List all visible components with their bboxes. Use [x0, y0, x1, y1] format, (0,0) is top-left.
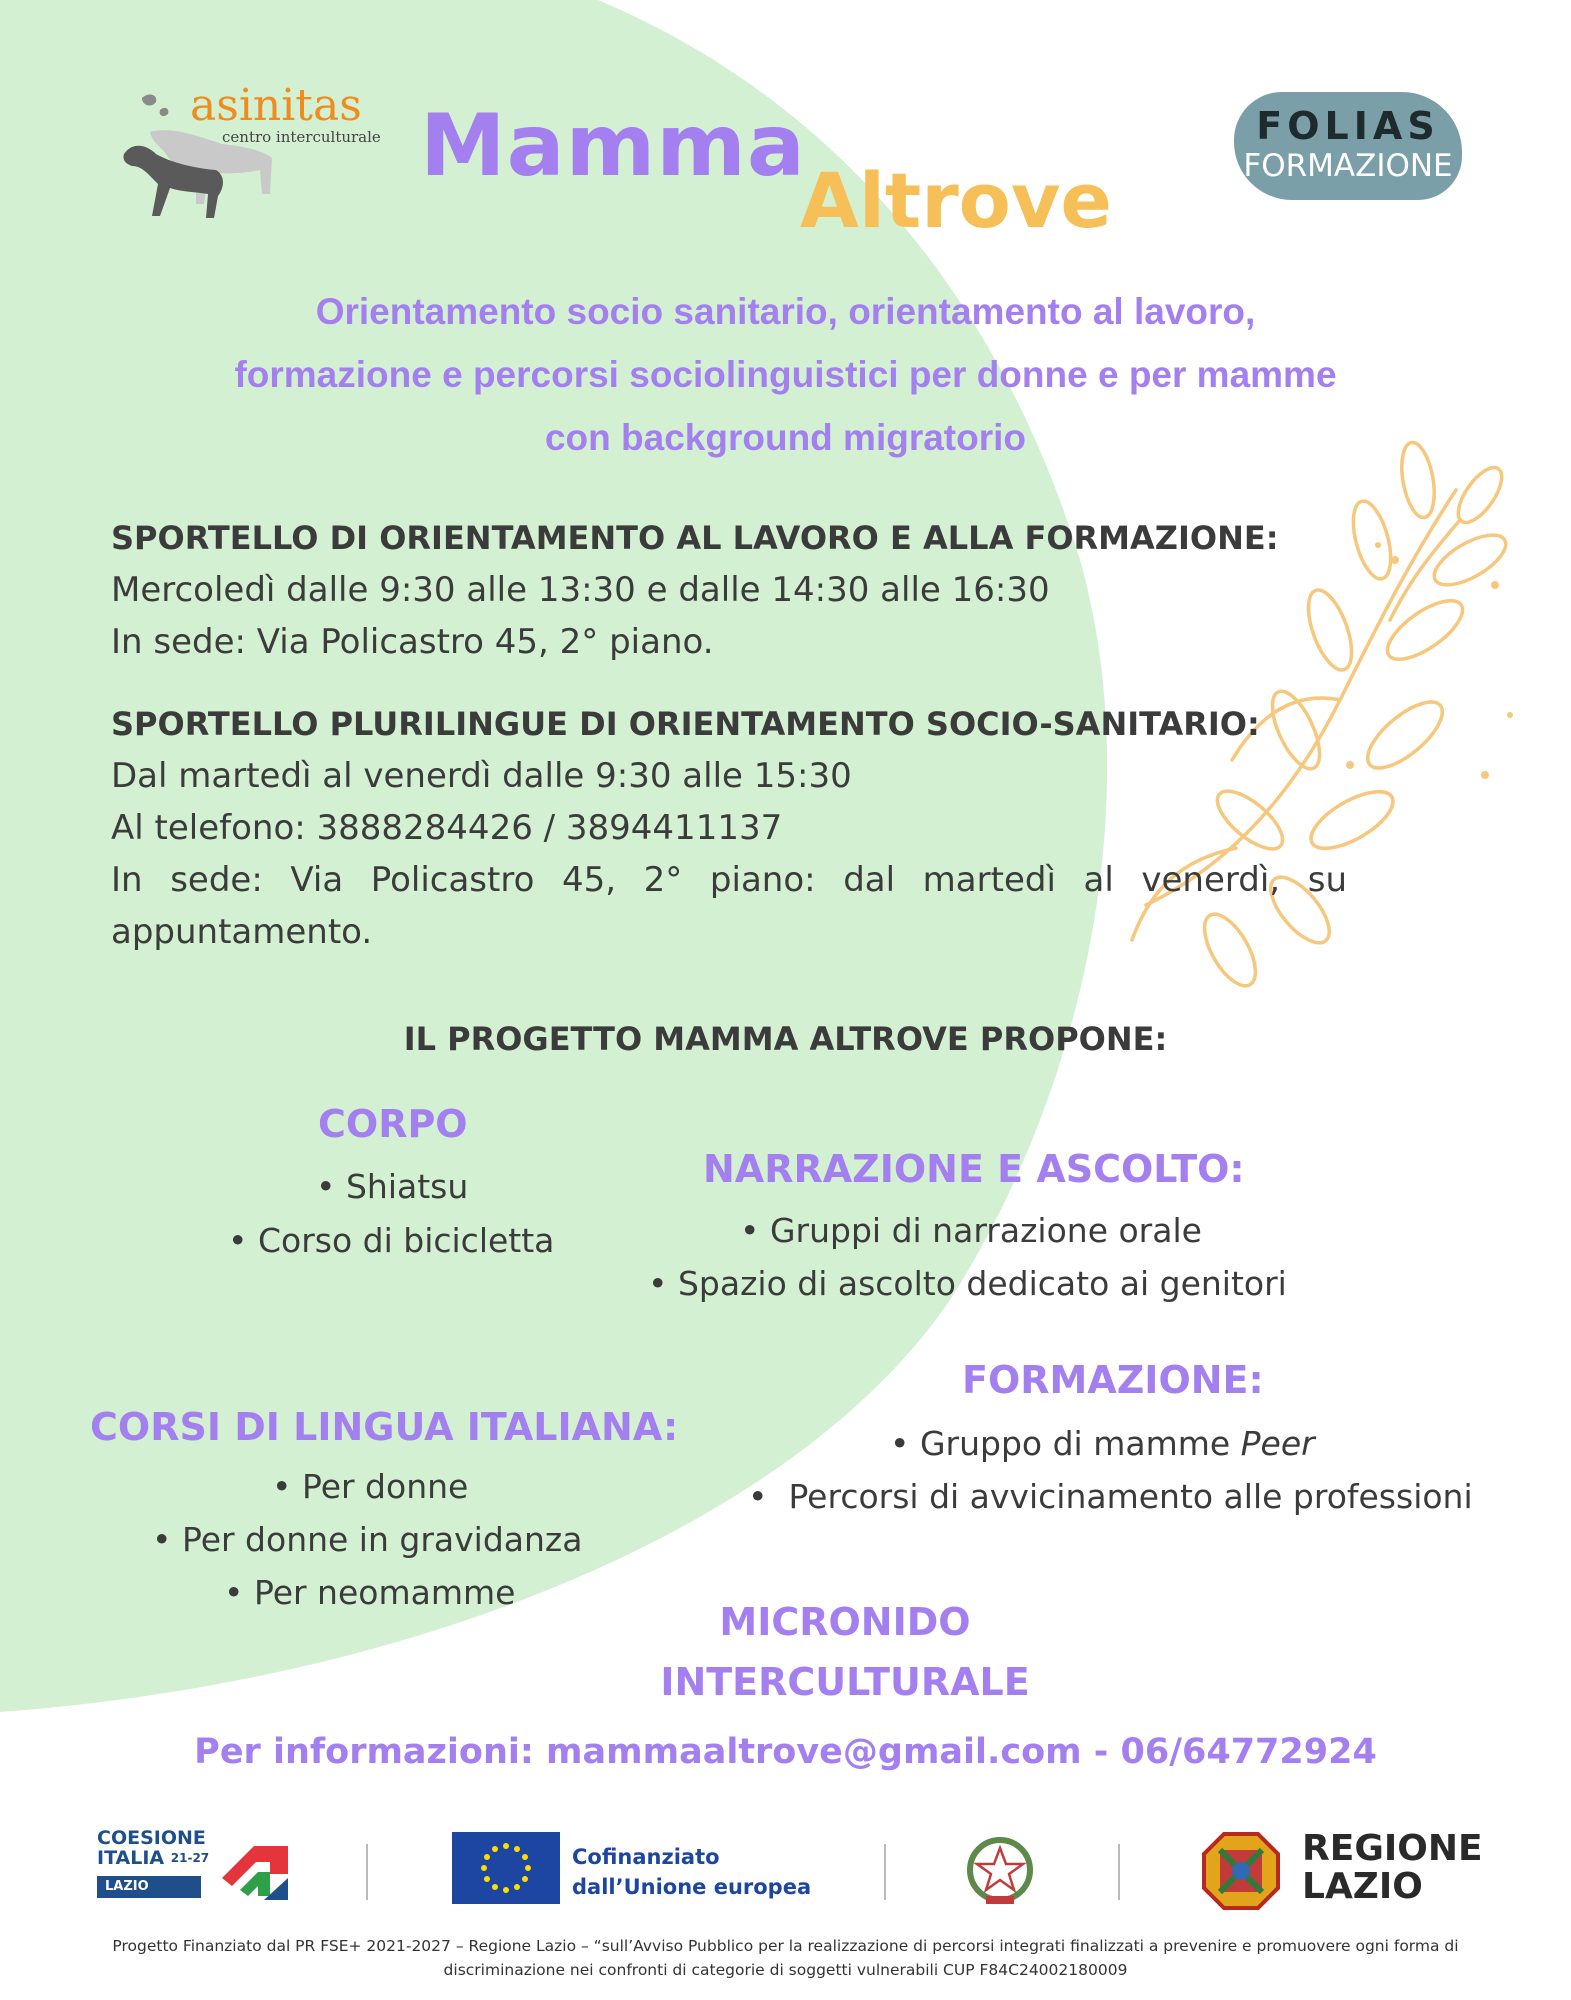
italian-republic-emblem-icon: [960, 1834, 1040, 1910]
coesione-years: 21-27: [170, 1851, 210, 1865]
sportello-lavoro-line: Mercoledì dalle 9:30 alle 13:30 e dalle 14:30 alle 16:30: [111, 570, 1050, 610]
lingua-item: • Per donne: [272, 1467, 469, 1506]
formazione-item-text: Gruppo di mamme: [919, 1424, 1241, 1463]
subtitle-line: con background migratorio: [544, 417, 1027, 458]
lingua-item-text: Per donne in gravidanza: [181, 1520, 583, 1559]
micronido-line: MICRONIDO: [719, 1600, 971, 1644]
sportello-sanitario-paragraph: In sede: Via Policastro 45, 2° piano: dal martedì al venerdì, su appuntamento.: [111, 860, 1347, 952]
sportello-lavoro-line: In sede: Via Policastro 45, 2° piano.: [111, 622, 714, 662]
regione-lazio-emblem-icon: [1200, 1830, 1282, 1912]
corpo-item-text: Corso di bicicletta: [257, 1221, 555, 1260]
lingua-item-text: Per neomamme: [253, 1573, 516, 1612]
narrazione-item-text: Spazio di ascolto dedicato ai genitori: [677, 1264, 1287, 1303]
footer-note: Progetto Finanziato dal PR FSE+ 2021-2027 – Regione Lazio – “sull’Avviso Pubblico per la realizzazione di percorsi integrati finalizzati a prevenire e promuovere ogni forma di discriminazione nei confronti di categorie di soggetti vulnerabili CUP F84C24002180009: [112, 1937, 1459, 1979]
title-altrove: Altrove: [800, 156, 1112, 245]
subtitle-line: formazione e percorsi sociolinguistici per donne e per mamme: [234, 354, 1337, 395]
sportello-lavoro-block: [111, 512, 1347, 668]
lingua-item: • Per donne in gravidanza: [152, 1520, 583, 1559]
asinitas-logo-subtitle: centro interculturale: [222, 128, 381, 146]
corpo-heading: CORPO: [318, 1102, 468, 1146]
corpo-item: • Corso di bicicletta: [228, 1221, 555, 1260]
sponsor-divider: [366, 1844, 368, 1900]
subtitle-line: Orientamento socio sanitario, orientamento al lavoro,: [315, 291, 1256, 332]
folias-logo: [1234, 92, 1462, 200]
narrazione-item: • Gruppi di narrazione orale: [740, 1211, 1202, 1250]
lingua-heading: CORSI DI LINGUA ITALIANA:: [90, 1405, 679, 1449]
coesione-line1: COESIONE: [97, 1827, 206, 1849]
formazione-item-text: Percorsi di avvicinamento alle professioni: [788, 1477, 1473, 1516]
corpo-item: • Shiatsu: [316, 1167, 469, 1206]
coesione-lazio-badge: LAZIO: [97, 1876, 201, 1898]
formazione-item-emphasis: Peer: [1240, 1424, 1315, 1463]
sponsor-divider: [884, 1844, 886, 1900]
regione-line2: LAZIO: [1302, 1866, 1423, 1907]
asinitas-logo-name: asinitas: [190, 80, 362, 131]
micronido-heading: [600, 1592, 1090, 1712]
eu-cofinanziato-text: [572, 1842, 811, 1902]
micronido-line: INTERCULTURALE: [660, 1660, 1030, 1704]
contact-info: Per informazioni: mammaaltrove@gmail.com - 06/64772924: [194, 1732, 1377, 1772]
sportello-sanitario-line: Dal martedì al venerdì dalle 9:30 alle 15:30: [111, 756, 852, 796]
narrazione-heading: NARRAZIONE E ASCOLTO:: [703, 1147, 1245, 1191]
subtitle: [100, 280, 1471, 469]
title-mamma: Mamma: [420, 96, 806, 196]
formazione-item: • Percorsi di avvicinamento alle professioni: [748, 1477, 1473, 1516]
regione-lazio-text: [1302, 1830, 1483, 1906]
eu-stars-icon: [452, 1832, 560, 1904]
folias-logo-line1: FOLIAS: [1256, 104, 1440, 148]
sportello-lavoro-heading: SPORTELLO DI ORIENTAMENTO AL LAVORO E ALLA FORMAZIONE:: [111, 519, 1279, 557]
narrazione-item: • Spazio di ascolto dedicato ai genitori: [648, 1264, 1287, 1303]
eu-text-line2: dall’Unione europea: [572, 1875, 812, 1899]
coesione-italia: ITALIA: [97, 1847, 165, 1869]
coesione-logo-text: [97, 1828, 209, 1868]
coesione-line2: [97, 1848, 209, 1868]
lingua-item-text: Per donne: [301, 1467, 469, 1506]
eu-flag-icon: [452, 1832, 560, 1904]
sportello-sanitario-heading: SPORTELLO PLURILINGUE DI ORIENTAMENTO SOCIO-SANITARIO:: [111, 705, 1260, 743]
narrazione-item-text: Gruppi di narrazione orale: [769, 1211, 1202, 1250]
formazione-item: • Gruppo di mamme Peer: [890, 1424, 1315, 1463]
sponsor-divider: [1118, 1844, 1120, 1900]
propone-heading: IL PROGETTO MAMMA ALTROVE PROPONE:: [403, 1020, 1168, 1058]
coesione-arrow-icon: [218, 1838, 292, 1904]
sportello-sanitario-block: [111, 698, 1347, 958]
eu-text-line1: Cofinanziato: [572, 1845, 720, 1869]
folias-logo-line2: FORMAZIONE: [1243, 148, 1453, 184]
corpo-item-text: Shiatsu: [345, 1167, 469, 1206]
formazione-heading: FORMAZIONE:: [962, 1358, 1264, 1402]
lingua-item: • Per neomamme: [224, 1573, 516, 1612]
sportello-sanitario-line: Al telefono: 3888284426 / 3894411137: [111, 808, 783, 848]
regione-line1: REGIONE: [1302, 1828, 1483, 1869]
